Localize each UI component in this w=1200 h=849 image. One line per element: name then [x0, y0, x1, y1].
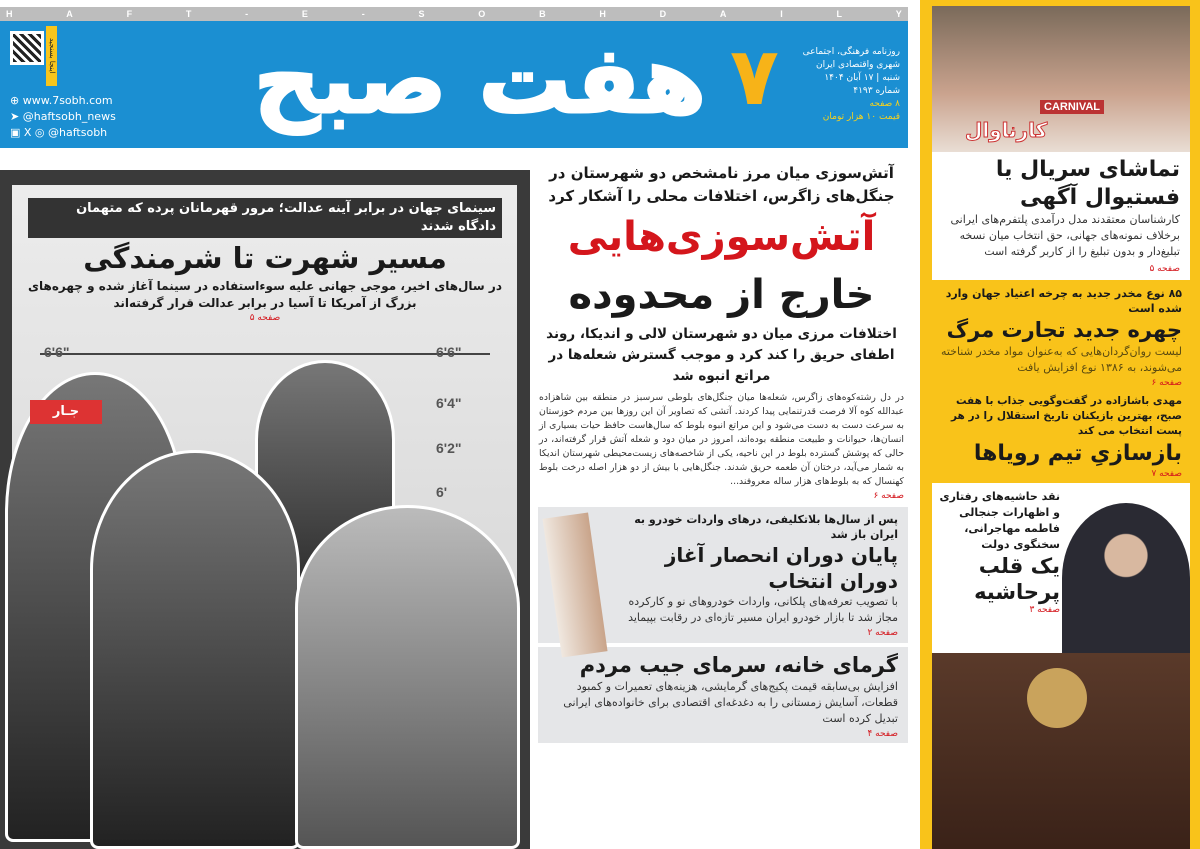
logo: هفت صبح — [253, 27, 707, 134]
left-story-text — [28, 198, 502, 325]
strip-letter: H — [599, 9, 606, 19]
telegram-icon: ➤ — [10, 110, 23, 123]
main-page: صفحه ۶ — [873, 491, 904, 501]
main-title-black[interactable]: خارج از محدوده — [568, 272, 875, 318]
person-photo — [90, 450, 300, 849]
main-kicker: آتش‌سوزی میان مرز نامشخص دو شهرستان در جنگل‌های زاگرس، اختلافات محلی را آشکار کرد — [548, 164, 895, 205]
height-mark: 6'6" — [436, 344, 462, 360]
strip-letter: F — [126, 9, 133, 19]
person-photo — [295, 505, 520, 849]
carnival-title: کارناوال — [965, 118, 1048, 142]
main-body: در دل رشته‌کوه‌های زاگرس، شعله‌ها میان جنگل‌های بلوطی سرسبز در منطقه بین شاهزاده عبدالله کوه آلا فرصت قدرتنمایی پیدا کردند. آتشی که تصاویر آن این روزها بین مردم خوزستان به سرعت دست به دست می‌شود و این مراتع انبوه بلوط که سال‌هاست حافظ حیات بسیاری از انسان‌ها، حیوانات و طبیعت منطقه بوده‌اند، امروز در میان دود و شعله آتش قرار گرفته‌اند، در حالی که پوشش گسترده بلوط در این ناحیه، یکی از شاخصه‌های زیست‌محیطی شهرستان اندیکا به شمار می‌آید، درختان آن طعمه حریق شدند. جنگل‌هایی با بیش از دو هزار اصله درخت بلوط کهنسال که به بلوط‌های هزار ساله معروفند... — [539, 392, 904, 487]
height-mark: 6'4" — [436, 395, 462, 411]
drugs-story[interactable]: ۸۵ نوع مخدر جدید به چرخه اعتیاد جهان وارد شده است چهره جدید تجارت مرگ لیست روان‌گردان‌هایی که به‌عنوان مواد مخدر شناخته می‌شوند، به ۱۳۸۶ نوع افزایش یافت صفحه ۶ — [940, 287, 1182, 388]
strip-letter: A — [719, 9, 727, 19]
strip-letter: B — [539, 9, 546, 19]
main-title-red[interactable]: آتش‌سوزی‌هایی — [567, 214, 876, 260]
main-subtitle: اختلافات مرزی میان دو شهرستان لالی و اندیکا، روند اطفای حریق را کند کرد و موجب گسترش شعله‌ها در مراتع انبوه شد — [546, 326, 897, 384]
emblem — [1027, 668, 1087, 728]
logo-number: ۷ — [730, 30, 779, 123]
strip-letter: S — [418, 9, 425, 19]
qr-code[interactable] — [10, 31, 44, 65]
telegram-link[interactable]: ➤ @haftsobh_news — [10, 110, 116, 123]
podium-image — [932, 653, 1190, 849]
social-link[interactable]: ▣ X ◎ @haftsobh — [10, 126, 108, 139]
left-kicker: سینمای جهان در برابر آینه عدالت؛ مرور قهرمانان پرده که متهمان دادگاه شدند — [28, 198, 502, 238]
team-story[interactable]: مهدی باشازاده در گفت‌وگویی جذاب با هفت صبح، بهترین بازیکنان تاریخ استقلال را در هر پست انتخاب می کند بازسازیِ تیم رویاها صفحه ۷ — [950, 395, 1182, 479]
strip-letter: D — [659, 9, 667, 19]
strip-letter: - — [361, 9, 365, 19]
badge: جـار — [30, 400, 102, 424]
strip-letter: L — [836, 9, 842, 19]
issue-meta: روزنامه فرهنگی، اجتماعی شهری واقتصادی ایران شنبه | ۱۷ آبان ۱۴۰۴ شماره ۴۱۹۳ ۸ صفحه قیمت ۱۰ هزار تومان — [802, 47, 900, 122]
spokesperson-photo — [1062, 503, 1190, 653]
left-page: صفحه ۵ — [249, 313, 281, 323]
carnival-label: CARNIVAL — [1040, 100, 1104, 114]
strip-letter: H — [6, 9, 13, 19]
series-story[interactable]: تماشای سریال یا فستیوال آگهی کارشناسان معتقدند مدل درآمدی پلتفرم‌های ایرانی برخلاف نمونه‌های جهانی، حق انتخاب میان نسخه تبلیغ‌دار و بدون تبلیغ را از کاربر گرفته است صفحه ۵ — [932, 152, 1190, 280]
scroll-hand-image — [542, 512, 607, 657]
car-story[interactable]: پس از سال‌ها بلاتکلیفی، درهای واردات خودرو به ایران باز شد پایان دوران انحصار آغاز دوران انتخاب با تصویب تعرفه‌های پلکانی، واردات خودروهای نو و کارکرده مجاز شد تا بازار خودرو ایران مسیر تازه‌ای در رقابت بپیماید صفحه ۲ — [538, 507, 908, 643]
strip-letter: I — [780, 9, 783, 19]
social-icons: ▣ X ◎ — [10, 126, 49, 139]
height-mark: 6'2" — [436, 440, 462, 456]
strip-letter: - — [245, 9, 249, 19]
strip-letter: Y — [895, 9, 902, 19]
left-title[interactable]: مسیر شهرت تا شرمندگی — [83, 241, 447, 275]
strip-letter: T — [185, 9, 192, 19]
height-mark: 6' — [436, 484, 448, 500]
qr-tag: اینجا بسنجید — [46, 26, 57, 86]
strip-letter: O — [478, 9, 486, 19]
height-mark: 6'6" — [44, 344, 70, 360]
website-link[interactable]: ⊕ www.7sobh.com — [10, 94, 113, 107]
strip-letter: A — [66, 9, 73, 19]
strip-letter: E — [301, 9, 308, 19]
globe-icon: ⊕ — [10, 94, 23, 107]
left-lead: در سال‌های اخیر، موجی جهانی علیه سوءاستفاده در سینما آغاز شده و چهره‌های بزرگ از آمریکا تا آسیا در برابر عدالت قرار گرفته‌اند — [28, 279, 502, 310]
spokes-story[interactable]: نقد حاشیه‌های رفتاری و اظهارات جنجالی فاطمه مهاجرانی، سخنگوی دولت یک قلب پرحاشیه صفحه ۳ — [932, 483, 1190, 653]
heat-story[interactable]: گرمای خانه، سرمای جیب مردم افزایش بی‌سابقه قیمت پکیج‌های گرمایشی، هزینه‌های تعمیرات و کمبود قطعات، آسایش زمستانی را به دغدغه‌ای اقتصادی برای خانواده‌های ایرانی تبدیل کرده است صفحه ۴ — [538, 647, 908, 743]
